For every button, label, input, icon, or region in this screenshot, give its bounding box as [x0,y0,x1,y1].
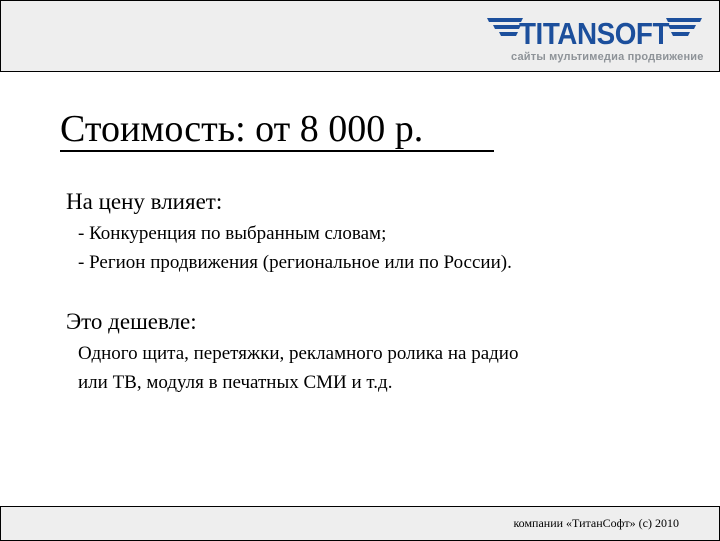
title-underline [60,150,494,152]
section2-heading: Это дешевле: [66,309,197,334]
logo-text: TITANSOFT [519,16,670,51]
section1-item: - Конкуренция по выбранным словам; [78,223,387,244]
section2-line: Одного щита, перетяжки, рекламного ролика на радио [78,343,519,364]
logo-tagline: сайты мультимедиа продвижение [511,51,704,63]
copyright-text: компании «ТитанСофт» (c) 2010 [513,516,679,530]
header-band [0,0,720,72]
footer-band [0,506,720,541]
section1-item: - Регион продвижения (региональное или по России). [78,252,512,273]
section1-heading: На цену влияет: [66,189,223,214]
slide-title: Стоимость: от 8 000 р. [60,108,424,150]
titansoft-wordmark [487,13,702,51]
titansoft-logo [487,13,702,67]
section2-line: или ТВ, модуля в печатных СМИ и т.д. [78,372,393,393]
